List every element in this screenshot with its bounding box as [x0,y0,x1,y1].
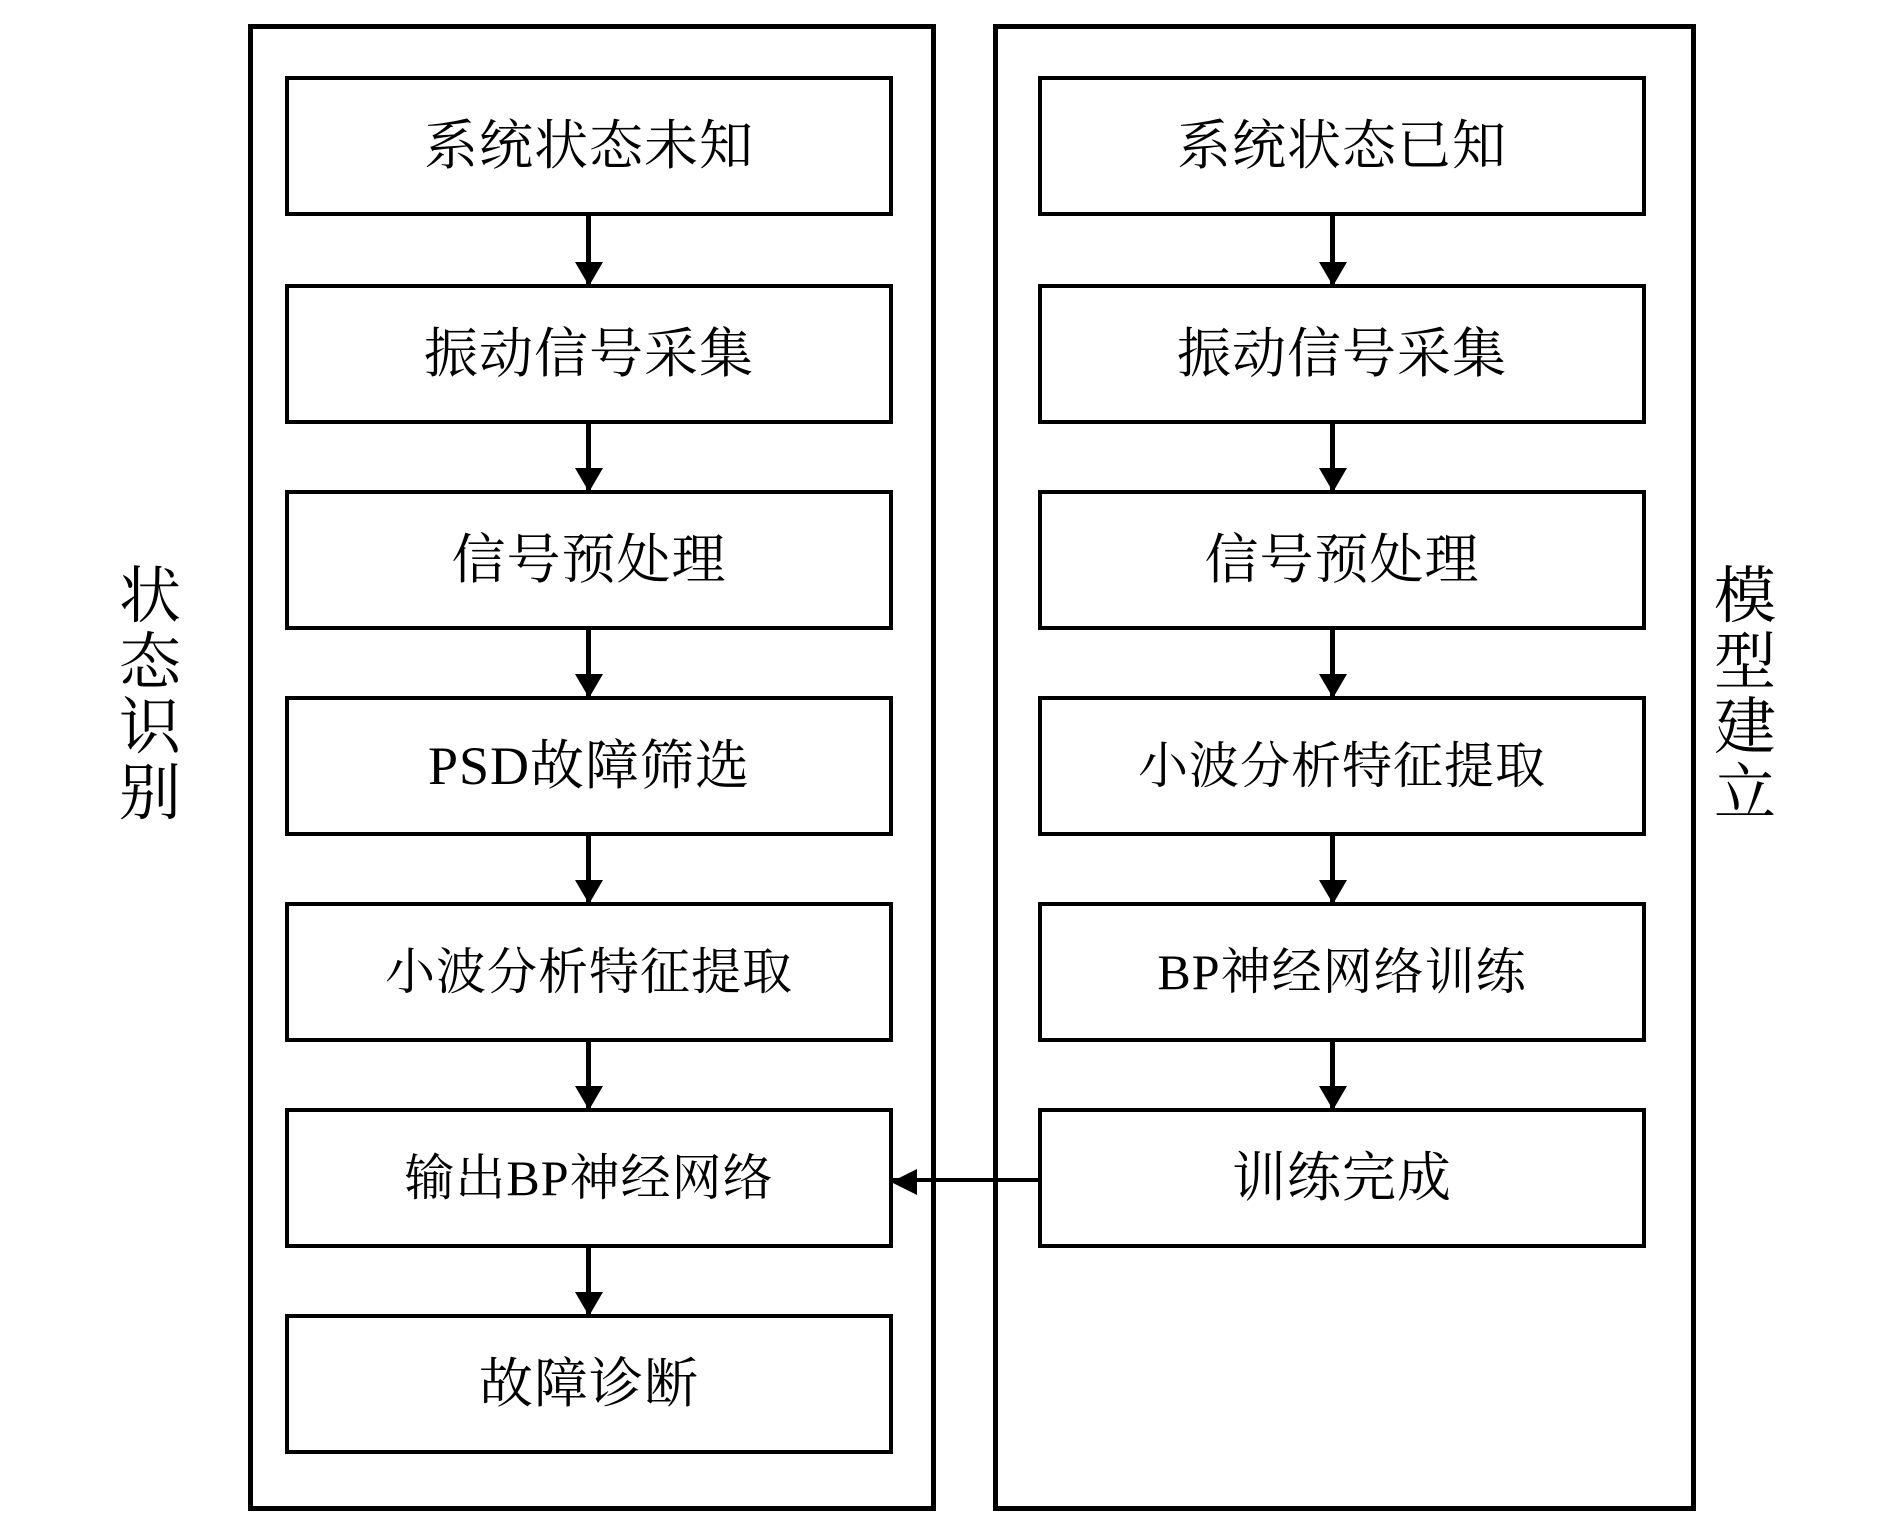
label-char: 建 [1713,694,1776,763]
label-char: 立 [1713,760,1776,829]
arrow-m4-m5 [1330,836,1335,902]
label-char: 状 [118,563,181,631]
node-vibration-signal-acquisition[interactable]: 振动信号采集 [285,284,893,424]
arrow-m6-to-n6 [893,1178,1038,1182]
node-bp-neural-network-training[interactable]: BP神经网络训练 [1038,902,1646,1042]
arrow-n1-n2 [586,216,591,284]
arrow-n2-n3 [586,424,591,490]
label-char: 别 [118,760,181,829]
node-output-bp-neural-network[interactable]: 输出BP神经网络 [285,1108,893,1248]
node-system-state-unknown[interactable]: 系统状态未知 [285,76,893,216]
arrow-n6-n7 [586,1248,591,1314]
node-psd-fault-screening[interactable]: PSD故障筛选 [285,696,893,836]
arrow-m3-m4 [1330,630,1335,696]
arrow-m2-m3 [1330,424,1335,490]
arrow-m1-m2 [1330,216,1335,284]
column-label-state-recognition [95,565,205,828]
label-char: 态 [118,628,181,697]
node-fault-diagnosis[interactable]: 故障诊断 [285,1314,893,1454]
arrow-n3-n4 [586,630,591,696]
column-label-model-building [1690,565,1800,828]
node-wavelet-feature-extraction-2[interactable]: 小波分析特征提取 [1038,696,1646,836]
node-wavelet-feature-extraction[interactable]: 小波分析特征提取 [285,902,893,1042]
node-signal-preprocessing[interactable]: 信号预处理 [285,490,893,630]
node-vibration-signal-acquisition-2[interactable]: 振动信号采集 [1038,284,1646,424]
label-char: 识 [118,694,181,763]
arrow-m5-m6 [1330,1042,1335,1108]
node-system-state-known[interactable]: 系统状态已知 [1038,76,1646,216]
node-training-complete[interactable]: 训练完成 [1038,1108,1646,1248]
arrow-n5-n6 [586,1042,591,1108]
arrow-n4-n5 [586,836,591,902]
label-char: 型 [1713,628,1776,697]
label-char: 模 [1713,563,1776,631]
node-signal-preprocessing-2[interactable]: 信号预处理 [1038,490,1646,630]
